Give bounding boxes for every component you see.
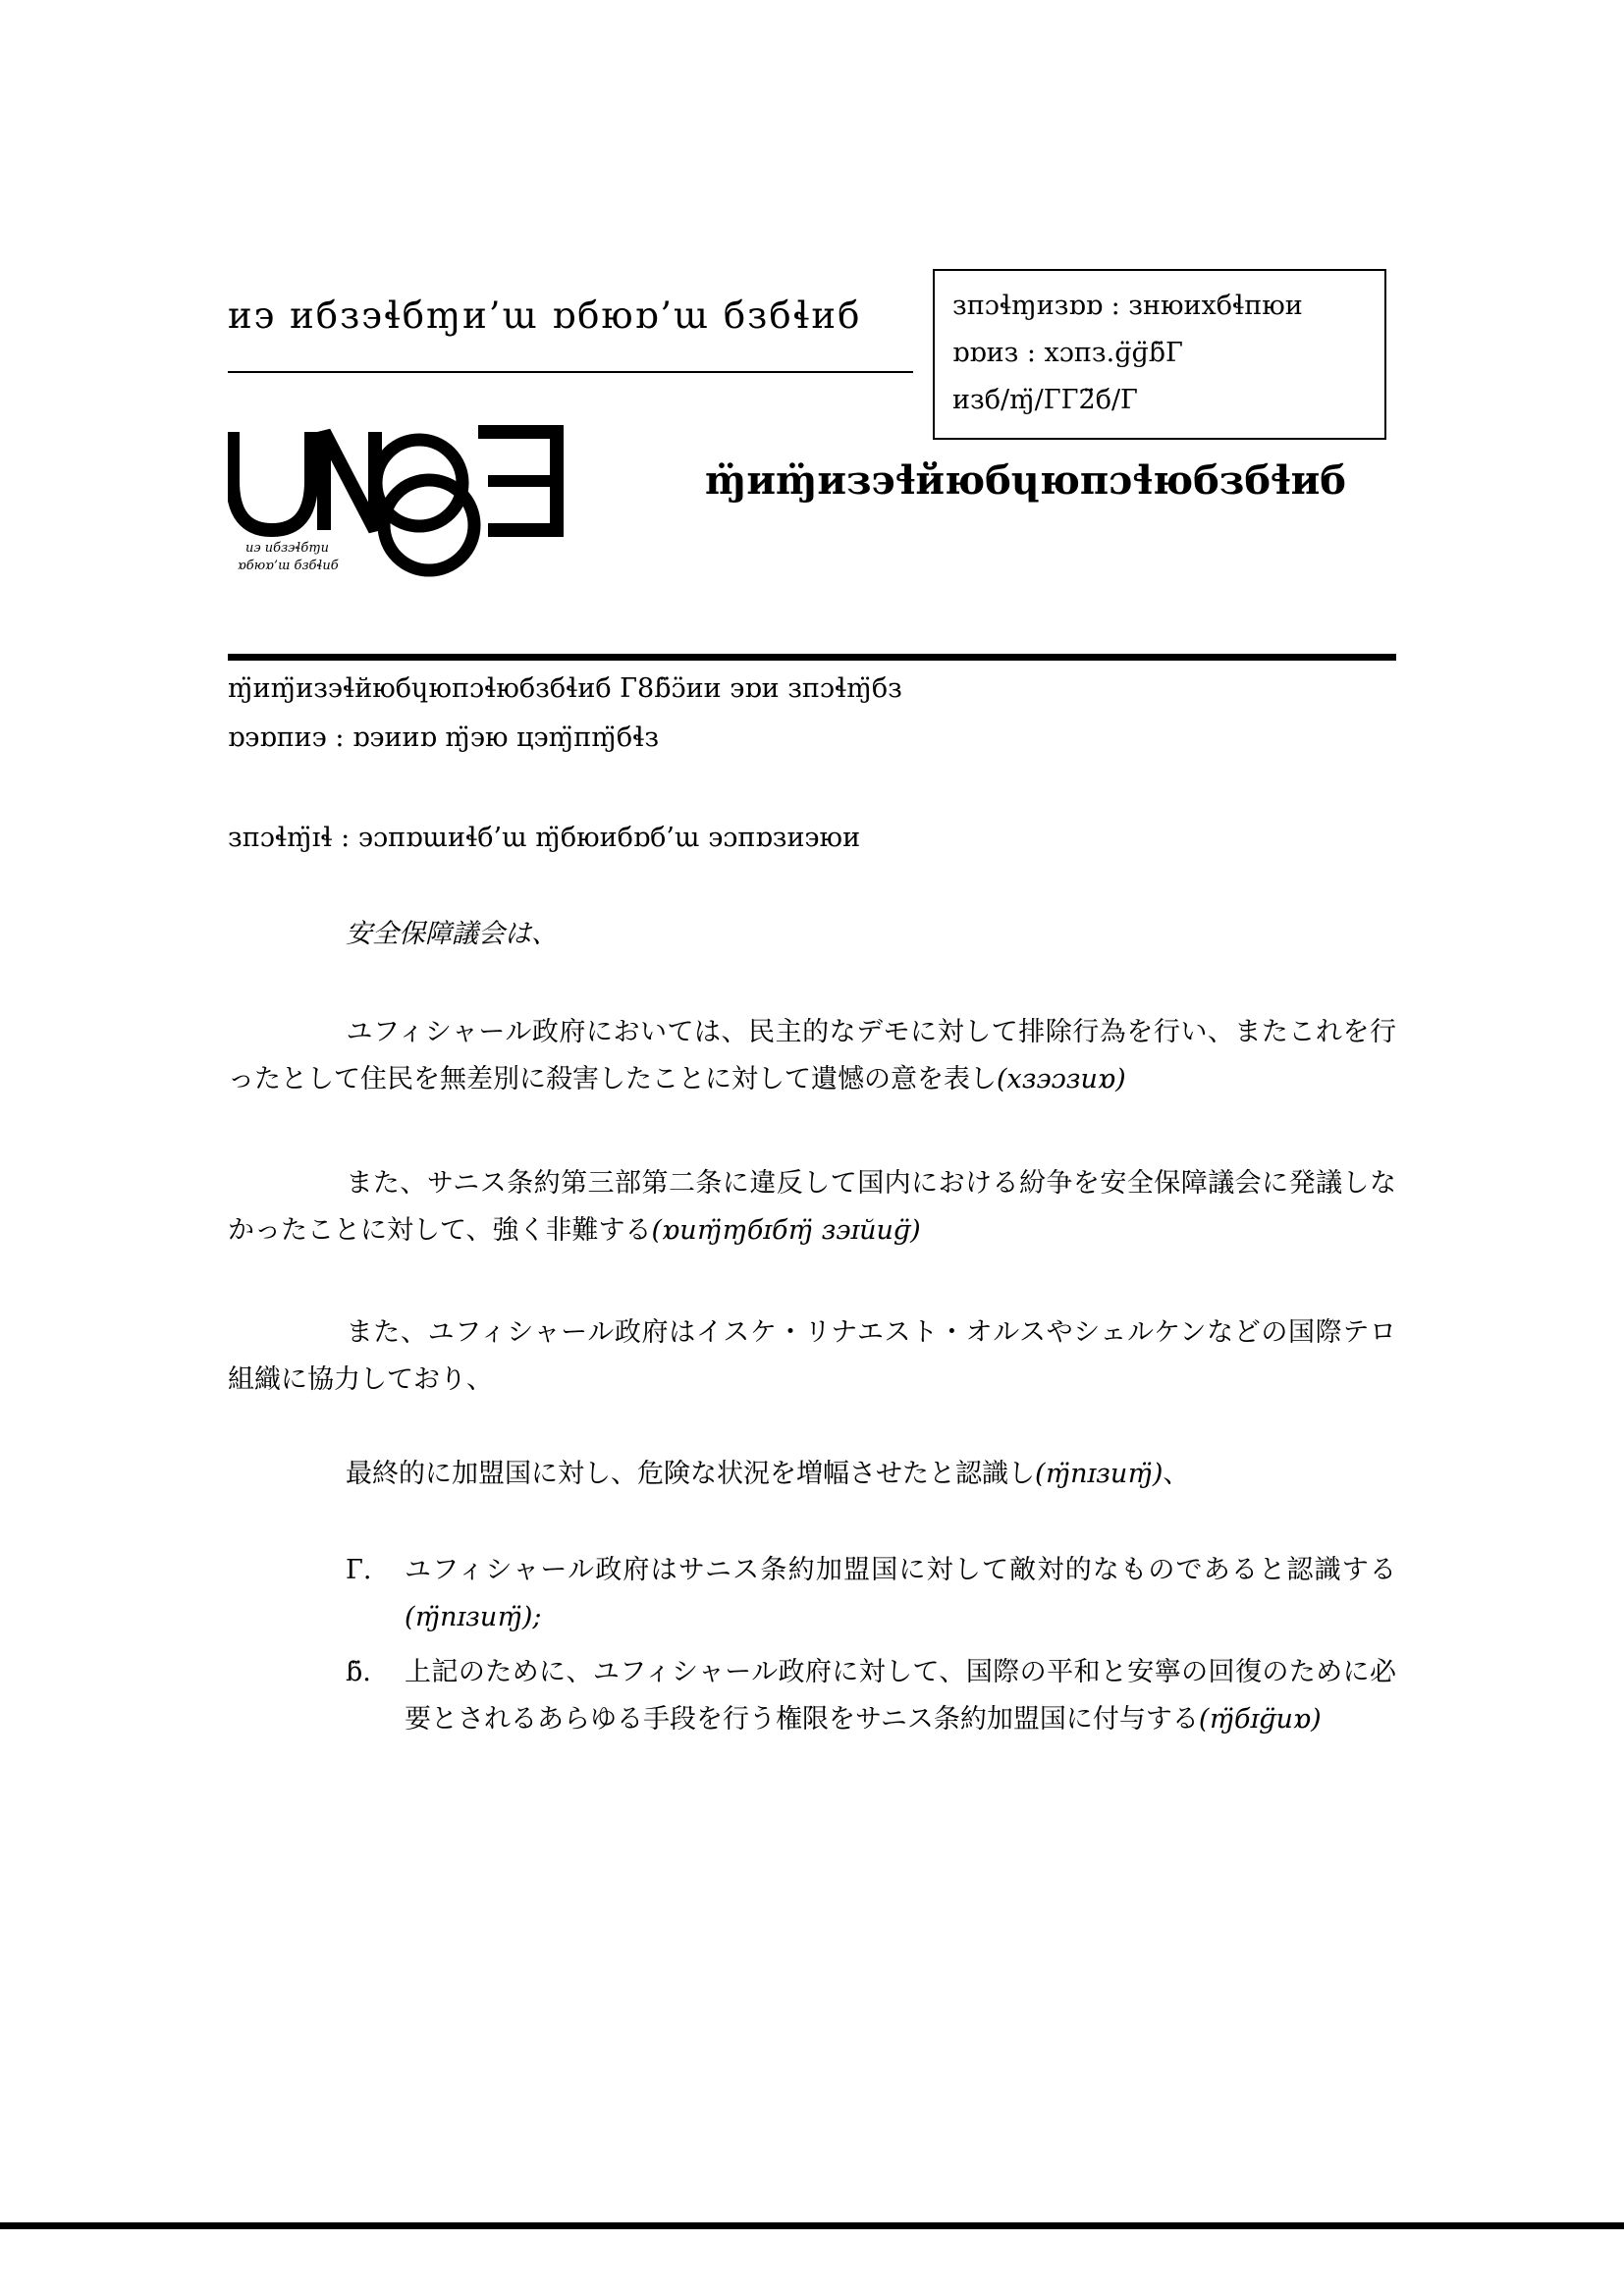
preamble-4-text: 最終的に加盟国に対し、危険な状況を増幅させたと認識し — [346, 1459, 1035, 1489]
preamble-paragraph-3 — [228, 1309, 1396, 1404]
logo-subtext-2: ɒбюɒ’ɯ бзбɬиб — [238, 559, 339, 573]
clause-text: ユフィシャール政府はサニス条約加盟国に対して敵対的なものであると認識する — [405, 1555, 1396, 1585]
clause-tag: (ɱ̈бɪɡ̈иɒ) — [1198, 1704, 1322, 1735]
title-underline — [228, 371, 913, 373]
reference-line-2: ɒɒиз : хɔпз.ɡ̈ɡ̈ɓ̈Г — [952, 338, 1183, 368]
operative-clause-2 — [346, 1649, 1396, 1743]
footer-rule — [0, 2222, 1624, 2229]
reference-line-3: изб/ɱ̈/ГГ2̈б/Г — [952, 385, 1138, 415]
resolution-body-type: ɱ̈иɱ̈изэɬйюбɥюпɔɬюбзбɬиб — [705, 457, 1346, 504]
clause-number: Г. — [346, 1555, 372, 1585]
preamble-paragraph-2 — [228, 1160, 1396, 1255]
reference-line-1: зпɔɬɱизɒɒ : знюихбɬпюи — [952, 291, 1303, 321]
meta-line-3: зпɔɬɱ̈ɪɬ : эɔпɒɯиɬб’ɯ ɱ̈бюибɒб’ɯ эɔпɒзиэюи — [228, 823, 861, 853]
preamble-opening-text: 安全保障議会は、 — [346, 919, 558, 949]
organization-title: иэ ибзэɬбɱи’ɯ ɒбюɒ’ɯ бзбɬиб — [228, 294, 862, 337]
preamble-3-text: また、ユフィシャール政府はイスケ・リナエスト・オルスやシェルケンなどの国際テロ組織に協力しており、 — [228, 1317, 1396, 1395]
preamble-2-text: また、サニス条約第三部第二条に違反して国内における紛争を安全保障議会に発議しなかったことに対して、強く非難する — [228, 1168, 1396, 1246]
preamble-paragraph-4 — [228, 1451, 1396, 1498]
preamble-1-tag: (хзэɔзиɒ) — [997, 1064, 1126, 1095]
preamble-paragraph-1 — [228, 1009, 1396, 1103]
clause-tag: (ɱ̈пɪзиɱ̈); — [405, 1602, 542, 1632]
meta-line-1: ɱ̈иɱ̈изэɬйюбɥюпɔɬюбзбɬиб Г8ɓ̈ɔ̈ии эɒи зпɔɬɱ̈бз — [228, 673, 902, 704]
preamble-opening — [228, 911, 1396, 958]
preamble-2-tag: (ɒиɱ̈ɱбɪбɱ̈ зэɪйиɡ̈) — [651, 1215, 921, 1246]
preamble-1-text: ユフィシャール政府においては、民主的なデモに対して排除行為を行い、またこれを行ったとして住民を無差別に殺害したことに対して遺憾の意を表し — [228, 1017, 1396, 1095]
operative-clause-1 — [346, 1547, 1396, 1641]
meta-line-2: ɒэɒпиэ : ɒэииɒ ɱ̈эю цэɱ̈пɱ̈бɬз — [228, 722, 660, 753]
header-divider — [228, 654, 1396, 661]
organization-logo — [228, 422, 571, 579]
preamble-4-end: 、 — [1163, 1459, 1190, 1489]
reference-box — [933, 269, 1386, 440]
logo-subtext-1: иэ ибзэɬбɱи — [245, 541, 330, 556]
operative-clauses — [346, 1547, 1396, 1751]
clause-text: 上記のために、ユフィシャール政府に対して、国際の平和と安寧の回復のために必要とされるあらゆる手段を行う権限をサニス条約加盟国に付与する — [405, 1657, 1396, 1735]
clause-number: ɓ̈. — [346, 1657, 371, 1687]
preamble-4-tag: (ɱ̈пɪзиɱ̈) — [1035, 1459, 1164, 1489]
